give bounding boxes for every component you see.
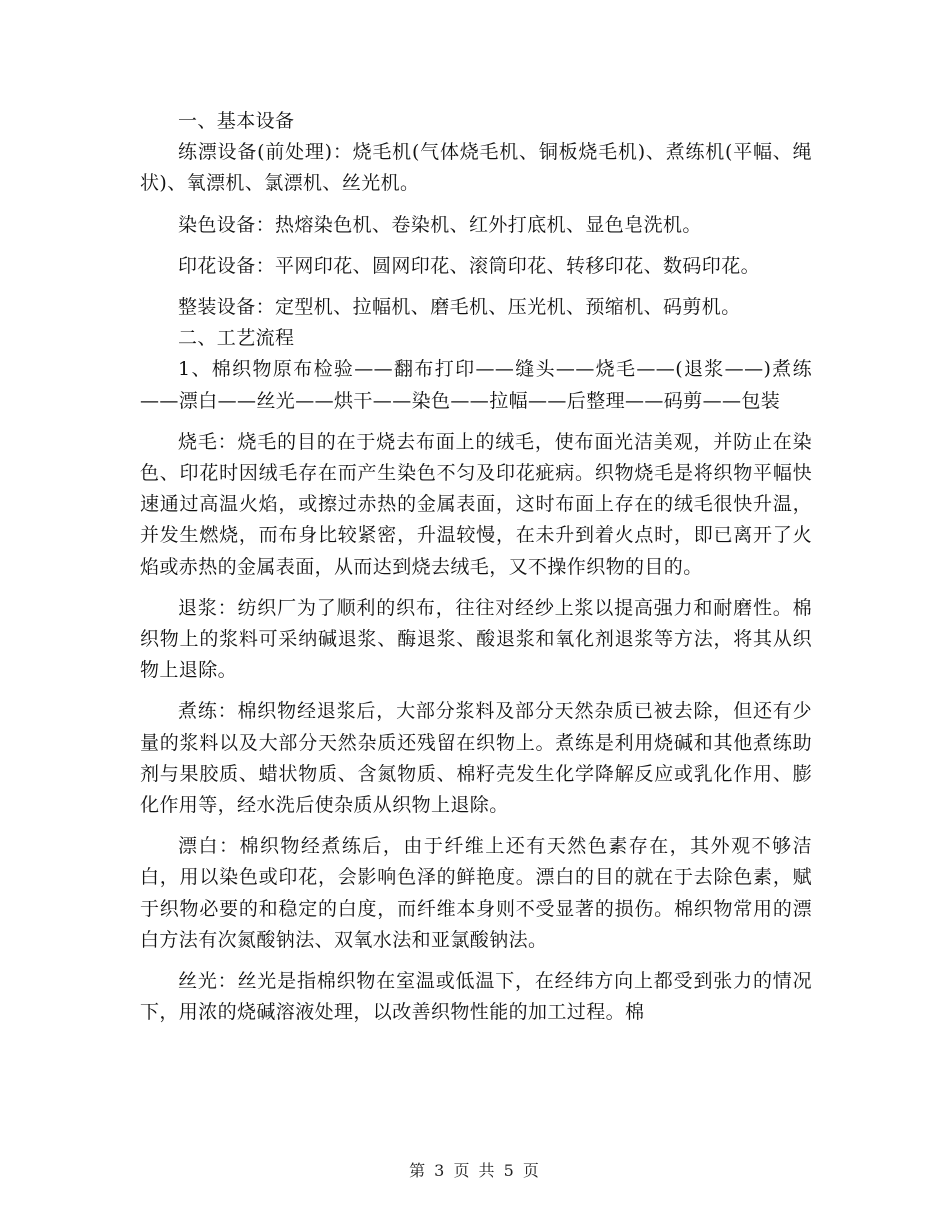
section-heading-process-flow: 二、工艺流程 — [178, 327, 295, 350]
paragraph-scouring: 煮练：棉织物经退浆后，大部分浆料及部分天然杂质已被去除，但还有少量的浆料以及大部分天然杂质还残留在织物上。煮练是利用烧碱和其他煮练助剂与果胶质、蜡状物质、含氮物质、棉籽壳发生化学降解反应或乳化作用、膨化作用等，经水洗后使杂质从织物上退除。 — [140, 700, 812, 817]
paragraph-process-sequence: 1、棉织物原布检验——翻布打印——缝头——烧毛——(退浆——)煮练——漂白——丝光——烘干——染色——拉幅——后整理——码剪——包装 — [140, 358, 812, 412]
section-heading-basic-equipment: 一、基本设备 — [178, 110, 295, 132]
page-number-footer: 第 3 页 共 5 页 — [409, 1161, 541, 1180]
paragraph-desizing: 退浆：纺织厂为了顺利的织布，往往对经纱上浆以提高强力和耐磨性。棉织物上的浆料可采纳碱退浆、酶退浆、酸退浆和氧化剂退浆等方法，将其从织物上退除。 — [140, 596, 812, 682]
paragraph-singeing: 烧毛：烧毛的目的在于烧去布面上的绒毛，使布面光洁美观，并防止在染色、印花时因绒毛存在而产生染色不匀及印花疵病。织物烧毛是将织物平幅快速通过高温火焰，或擦过赤热的金属表面，这时布面上存在的绒毛很快升温，并发生燃烧，而布身比较紧密，升温较慢，在未升到着火点时，即已离开了火焰或赤热的金属表面，从而达到烧去绒毛，又不操作织物的目的。 — [140, 430, 812, 578]
paragraph-pretreatment-equipment: 练漂设备(前处理)：烧毛机(气体烧毛机、铜板烧毛机)、煮练机(平幅、绳状)、氧漂机、氯漂机、丝光机。 — [140, 141, 812, 195]
document-body — [140, 106, 812, 1028]
paragraph-bleaching: 漂白：棉织物经煮练后，由于纤维上还有天然色素存在，其外观不够洁白，用以染色或印花，会影响色泽的鲜艳度。漂白的目的就在于去除色素，赋于织物必要的和稳定的白度，而纤维本身则不受显著的损伤。棉织物常用的漂白方法有次氮酸钠法、双氧水法和亚氯酸钠法。 — [140, 835, 812, 951]
paragraph-finishing-equipment: 整装设备：定型机、拉幅机、磨毛机、压光机、预缩机、码剪机。 — [178, 296, 741, 319]
paragraph-dyeing-equipment: 染色设备：热熔染色机、卷染机、红外打底机、显色皂洗机。 — [178, 213, 702, 236]
paragraph-mercerizing: 丝光：丝光是指棉织物在室温或低温下，在经纬方向上都受到张力的情况下，用浓的烧碱溶液处理，以改善织物性能的加工过程。棉 — [140, 970, 812, 1024]
paragraph-printing-equipment: 印花设备：平网印花、圆网印花、滚筒印花、转移印花、数码印花。 — [178, 254, 761, 277]
